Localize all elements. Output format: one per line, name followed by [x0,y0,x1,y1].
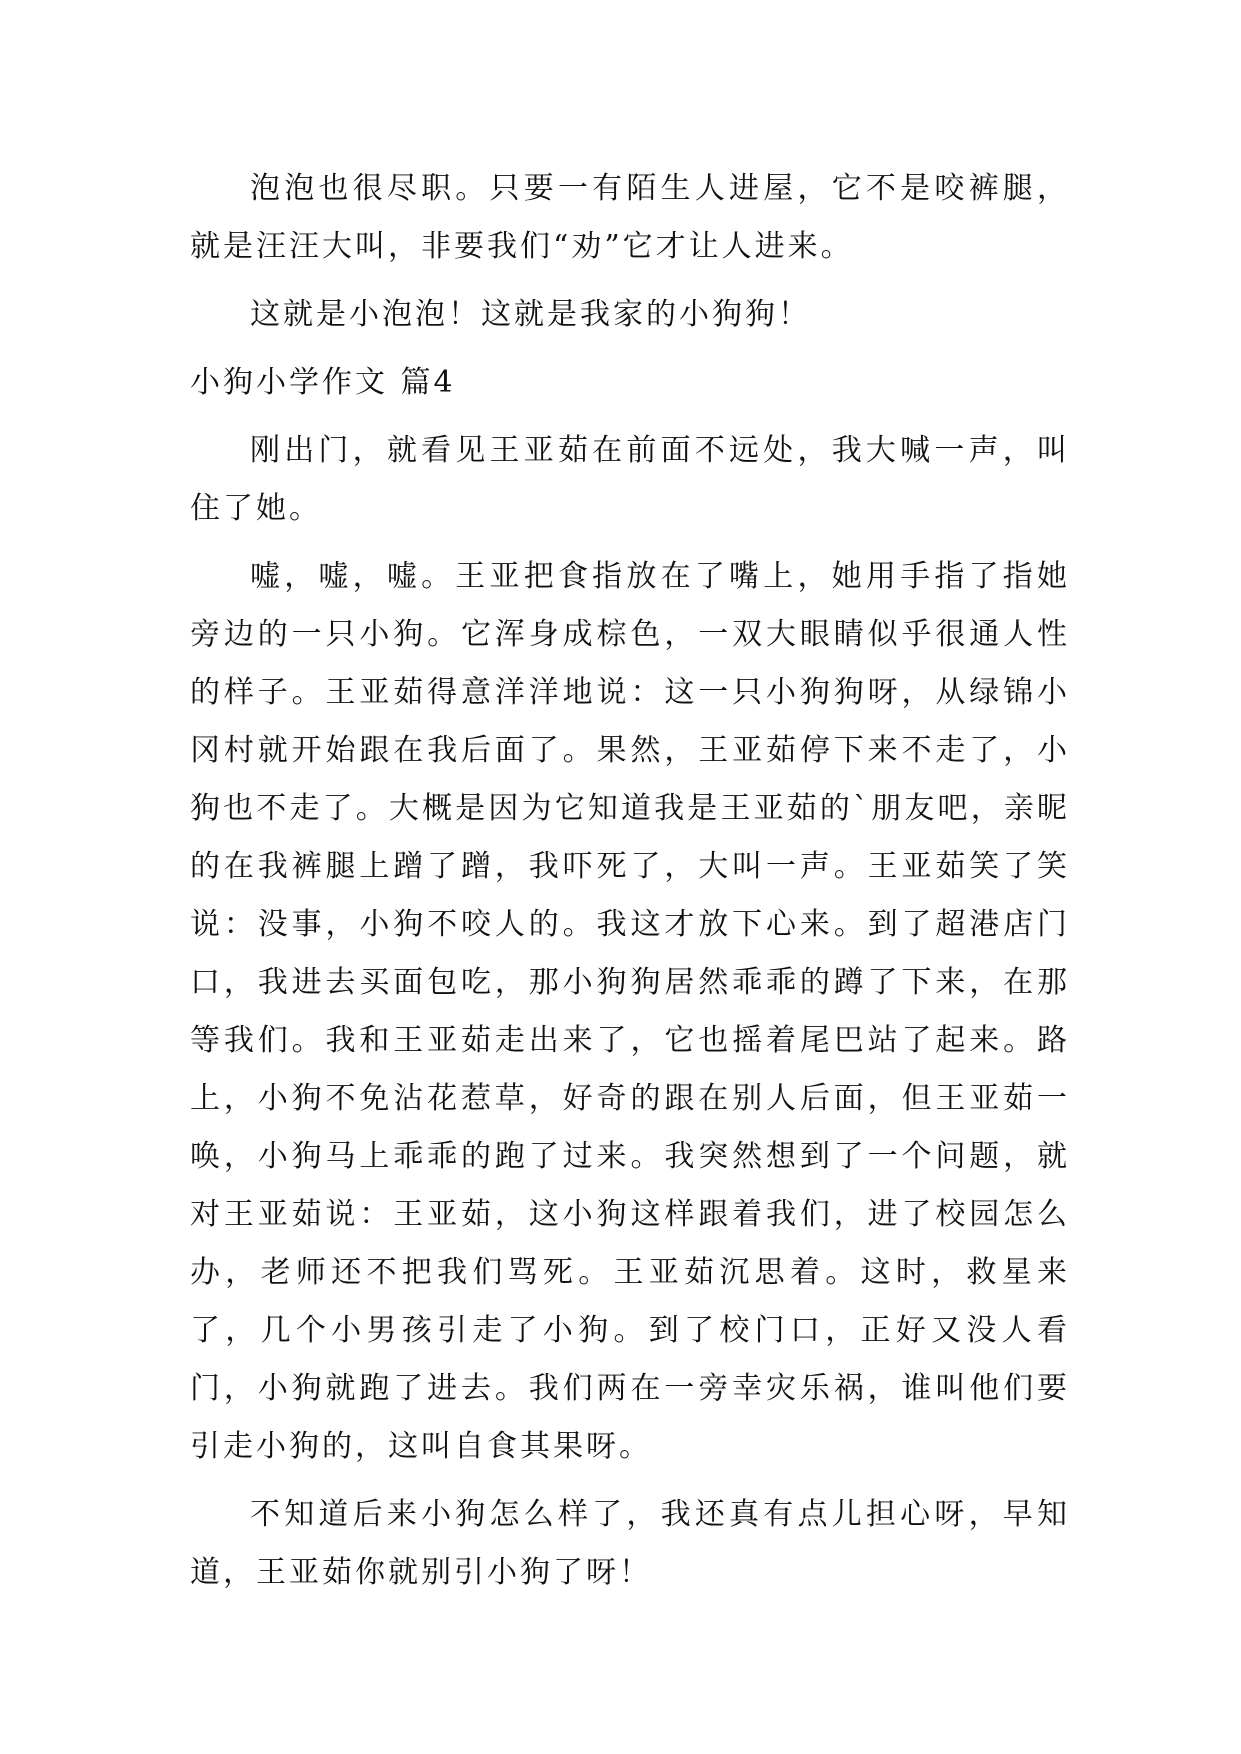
paragraph-opening: 刚出门，就看见王亚茹在前面不远处，我大喊一声，叫住了她。 [190,433,1070,526]
paragraph-conclusion: 这就是小泡泡！这就是我家的小狗狗！ [250,297,811,332]
document-page [190,160,1070,1612]
paragraph-story: 嘘，嘘，嘘。王亚把食指放在了嘴上，她用手指了指她旁边的一只小狗。它浑身成棕色，一双大眼睛似乎很通人性的样子。王亚茹得意洋洋地说：这一只小狗狗呀，从绿锦小冈村就开始跟在我后面了。果然，王亚茹停下来不走了，小狗也不走了。大概是因为它知道我是王亚茹的`朋友吧，亲昵的在我裤腿上蹭了蹭，我吓死了，大叫一声。王亚茹笑了笑说：没事，小狗不咬人的。我这才放下心来。到了超港店门口，我进去买面包吃，那小狗狗居然乖乖的蹲了下来，在那等我们。我和王亚茹走出来了，它也摇着尾巴站了起来。路上，小狗不免沾花惹草，好奇的跟在别人后面，但王亚茹一唤，小狗马上乖乖的跑了过来。我突然想到了一个问题，就对王亚茹说：王亚茹，这小狗这样跟着我们，进了校园怎么办，老师还不把我们骂死。王亚茹沉思着。这时，救星来了，几个小男孩引走了小狗。到了校门口，正好又没人看门，小狗就跑了进去。我们两在一旁幸灾乐祸，谁叫他们要引走小狗的，这叫自食其果呀。 [190,559,1070,1464]
paragraph-ending: 不知道后来小狗怎么样了，我还真有点儿担心呀，早知道，王亚茹你就别引小狗了呀！ [190,1497,1070,1590]
section-heading: 小狗小学作文 篇4 [190,365,456,400]
paragraph-loyal-dog: 泡泡也很尽职。只要一有陌生人进屋，它不是咬裤腿，就是汪汪大叫，非要我们“劝”它才让人进来。 [190,171,1070,264]
